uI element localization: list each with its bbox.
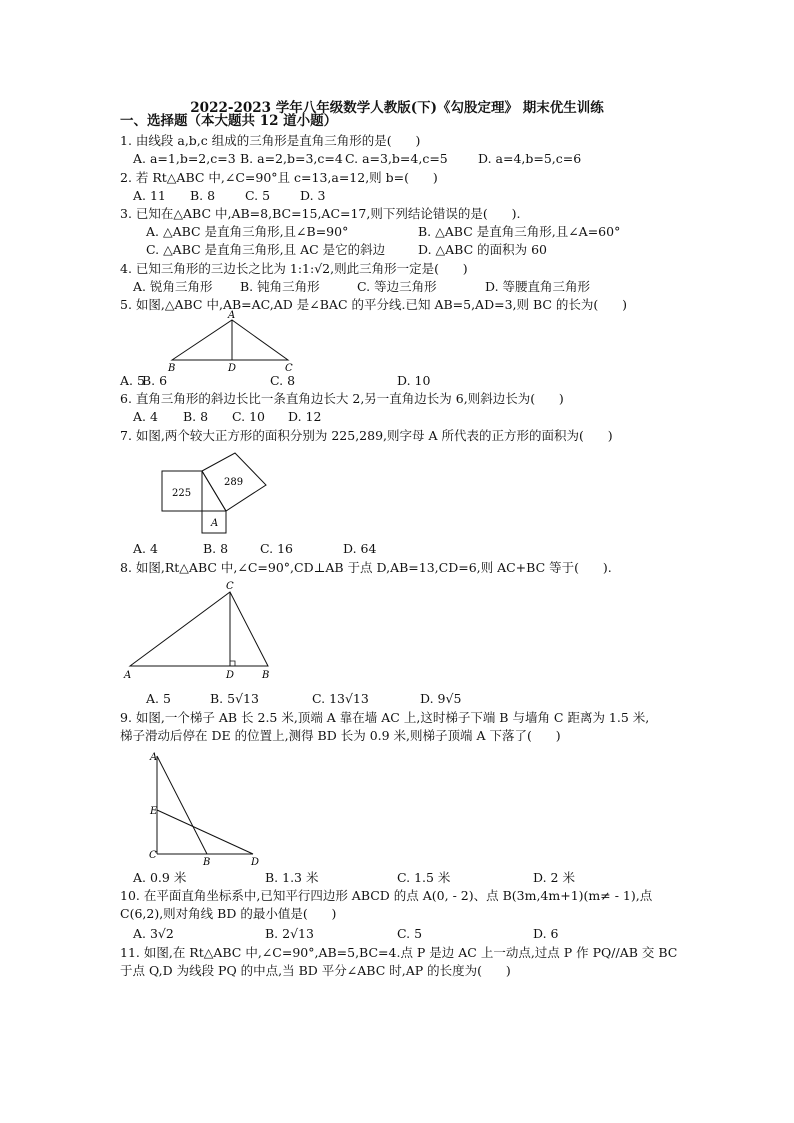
q8-option-a: A. 5 — [146, 691, 171, 706]
question-1-stem: 1. 由线段 a,b,c 组成的三角形是直角三角形的是( ) — [120, 133, 421, 148]
q9-option-a: A. 0.9 米 — [133, 870, 187, 885]
q8-label-a: A — [124, 670, 132, 681]
question-2-stem: 2. 若 Rt△ABC 中,∠C=90°且 c=13,a=12,则 b=( ) — [120, 170, 438, 185]
q8-triangle-figure — [122, 578, 282, 682]
q6-option-b: B. 8 — [183, 409, 209, 424]
q2-option-c: C. 5 — [245, 188, 271, 203]
question-3-stem: 3. 已知在△ABC 中,AB=8,BC=15,AC=17,则下列结论错误的是( ). — [120, 206, 521, 221]
q9-label-d: D — [251, 857, 260, 868]
q5-option-c: C. 8 — [270, 373, 296, 388]
q6-option-a: A. 4 — [133, 409, 158, 424]
q4-option-a: A. 锐角三角形 — [133, 279, 213, 294]
q4-option-c: C. 等边三角形 — [357, 279, 437, 294]
q2-option-d: D. 3 — [300, 188, 326, 203]
q9-option-c: C. 1.5 米 — [397, 870, 451, 885]
q8-option-c: C. 13√13 — [312, 691, 369, 706]
q10-option-b: B. 2√13 — [265, 926, 314, 941]
q7-label-289: 289 — [224, 477, 244, 488]
q9-label-b: B — [203, 857, 211, 868]
q7-squares-figure — [160, 445, 270, 535]
q5-label-d: D — [228, 363, 237, 374]
q5-option-d: D. 10 — [397, 373, 431, 388]
q7-option-c: C. 16 — [260, 541, 293, 556]
q6-option-d: D. 12 — [288, 409, 322, 424]
q10-option-c: C. 5 — [397, 926, 423, 941]
q8-option-b: B. 5√13 — [210, 691, 259, 706]
q3-option-a: A. △ABC 是直角三角形,且∠B=90° — [146, 224, 349, 239]
q7-option-b: B. 8 — [203, 541, 229, 556]
q3-option-c: C. △ABC 是直角三角形,且 AC 是它的斜边 — [146, 242, 386, 257]
q9-option-d: D. 2 米 — [533, 870, 575, 885]
q6-option-c: C. 10 — [232, 409, 265, 424]
q4-option-d: D. 等腰直角三角形 — [485, 279, 591, 294]
q8-option-d: D. 9√5 — [420, 691, 462, 706]
q8-label-d: D — [226, 670, 235, 681]
q2-option-b: B. 8 — [190, 188, 216, 203]
q7-label-a: A — [211, 518, 219, 529]
q1-option-b: B. a=2,b=3,c=4 — [240, 151, 343, 166]
question-4-stem: 4. 已知三角形的三边长之比为 1:1:√2,则此三角形一定是( ) — [120, 261, 468, 276]
question-7-stem: 7. 如图,两个较大正方形的面积分别为 225,289,则字母 A 所代表的正方形的面积为( ) — [120, 428, 613, 443]
question-6-stem: 6. 直角三角形的斜边长比一条直角边长大 2,另一直角边长为 6,则斜边长为( ) — [120, 391, 564, 406]
q7-option-d: D. 64 — [343, 541, 377, 556]
question-9-stem-line-1: 9. 如图,一个梯子 AB 长 2.5 米,顶端 A 靠在墙 AC 上,这时梯子下端 B 与墙角 C 距离为 1.5 米, — [120, 710, 650, 725]
q9-ladder-figure — [145, 748, 265, 868]
question-11-stem-line-1: 11. 如图,在 Rt△ABC 中,∠C=90°,AB=5,BC=4.点 P 是边 AC 上一动点,过点 P 作 PQ//AB 交 BC — [120, 945, 678, 960]
q3-option-b: B. △ABC 是直角三角形,且∠A=60° — [418, 224, 621, 239]
q8-label-b: B — [262, 670, 270, 681]
question-10-stem-line-1: 10. 在平面直角坐标系中,已知平行四边形 ABCD 的点 A(0, - 2)、点 B(3m,4m+1)(m≠ - 1),点 — [120, 888, 653, 903]
q5-label-a: A — [228, 310, 236, 321]
q5-label-b: B — [168, 363, 176, 374]
question-8-stem: 8. 如图,Rt△ABC 中,∠C=90°,CD⊥AB 于点 D,AB=13,CD=6,则 AC+BC 等于( ). — [120, 560, 612, 575]
q5-option-b: B. 6 — [142, 373, 168, 388]
document-title: 2022-2023 学年八年级数学人教版(下)《勾股定理》 期末优生训练 — [190, 100, 604, 116]
section-heading: 一、选择题（本大题共 12 道小题） — [120, 113, 338, 129]
q2-option-a: A. 11 — [133, 188, 166, 203]
q3-option-d: D. △ABC 的面积为 60 — [418, 242, 547, 257]
q9-option-b: B. 1.3 米 — [265, 870, 319, 885]
q1-option-d: D. a=4,b=5,c=6 — [478, 151, 582, 166]
q1-option-a: A. a=1,b=2,c=3 — [133, 151, 236, 166]
q7-option-a: A. 4 — [133, 541, 158, 556]
q8-label-c: C — [226, 581, 234, 592]
q5-label-c: C — [285, 363, 293, 374]
q5-triangle-figure — [160, 312, 310, 374]
question-11-stem-line-2: 于点 Q,D 为线段 PQ 的中点,当 BD 平分∠ABC 时,AP 的长度为( ) — [120, 963, 511, 978]
q9-label-c: C — [149, 850, 157, 861]
question-9-stem-line-2: 梯子滑动后停在 DE 的位置上,测得 BD 长为 0.9 米,则梯子顶端 A 下落了( ) — [120, 728, 561, 743]
q10-option-a: A. 3√2 — [133, 926, 174, 941]
question-5-stem: 5. 如图,△ABC 中,AB=AC,AD 是∠BAC 的平分线.已知 AB=5,AD=3,则 BC 的长为( ) — [120, 297, 628, 312]
q5-option-a: A. 5 — [120, 373, 145, 388]
q7-label-225: 225 — [172, 488, 192, 499]
q4-option-b: B. 钝角三角形 — [240, 279, 320, 294]
q9-label-e: E — [150, 806, 158, 817]
q9-label-a: A — [150, 752, 158, 763]
q10-option-d: D. 6 — [533, 926, 559, 941]
question-10-stem-line-2: C(6,2),则对角线 BD 的最小值是( ) — [120, 906, 337, 921]
q1-option-c: C. a=3,b=4,c=5 — [345, 151, 448, 166]
